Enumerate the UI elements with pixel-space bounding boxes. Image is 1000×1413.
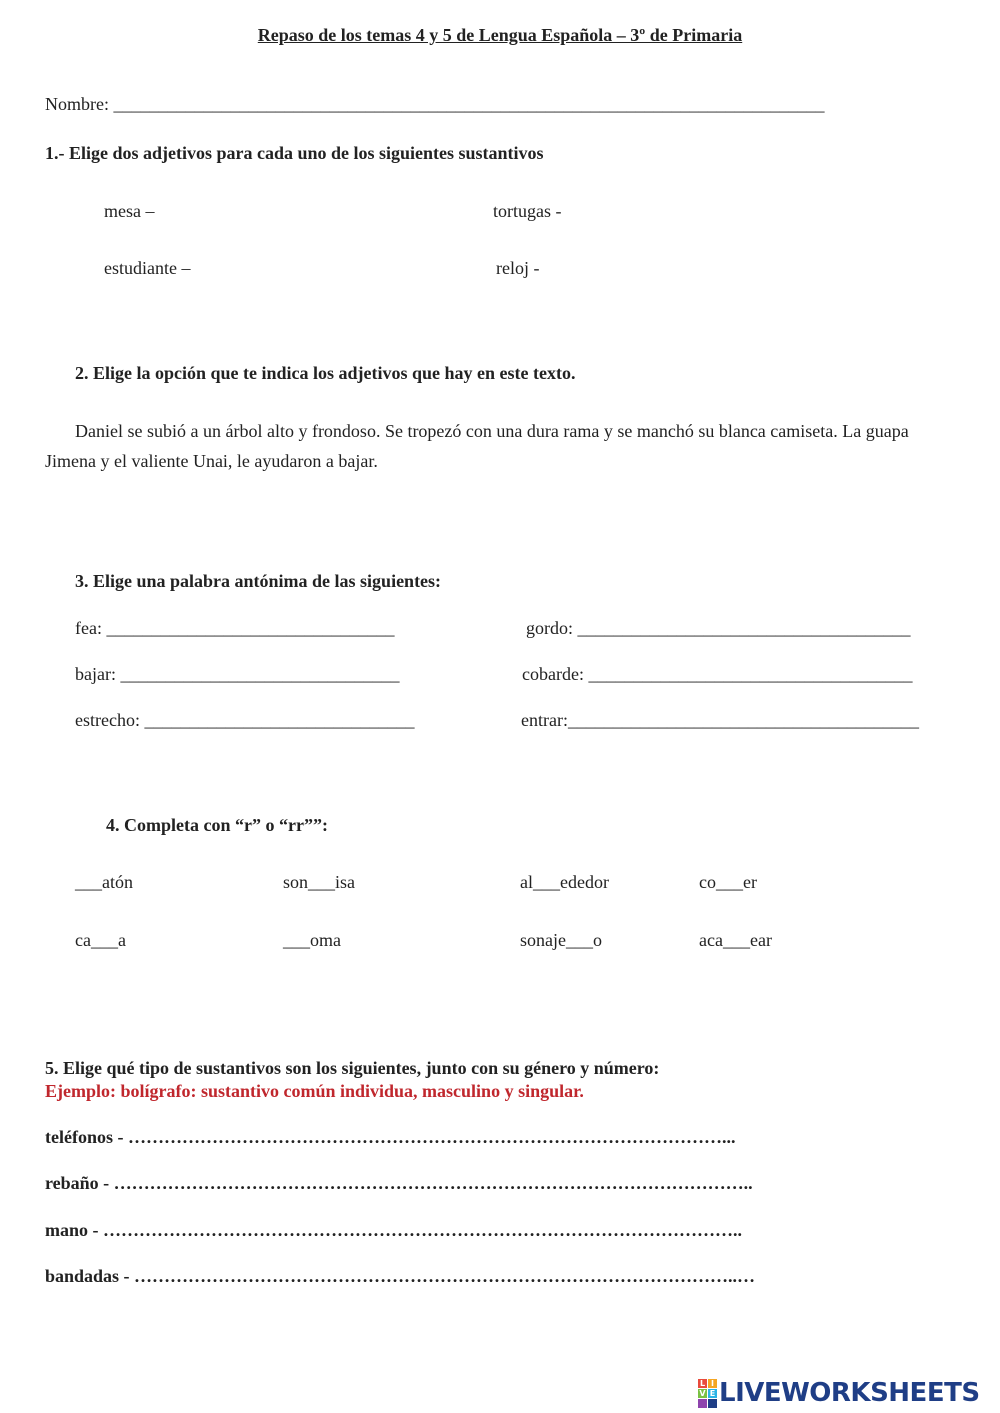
liveworksheets-mark-icon bbox=[698, 1379, 717, 1408]
q2-text: Daniel se subió a un árbol alto y frondoso. Se tropezó con una dura rama y se manchó su blanca camiseta. La guapa Jimena y el valiente Unai, le ayudaron a bajar. bbox=[45, 421, 909, 471]
q3-item-entrar[interactable]: entrar:_______________________________________ bbox=[521, 710, 919, 730]
q4-word[interactable]: co___er bbox=[699, 872, 757, 892]
q4-heading: 4. Completa con “r” o “rr””: bbox=[106, 815, 328, 835]
q4-word[interactable]: al___ededor bbox=[520, 872, 609, 892]
q4-word[interactable]: ca___a bbox=[75, 930, 126, 950]
q4-word[interactable]: ___atón bbox=[75, 872, 133, 892]
q5-line-rebano[interactable]: rebaño - …………………………………………………………………………………………….. bbox=[45, 1173, 753, 1193]
q5-example: Ejemplo: bolígrafo: sustantivo común individua, masculino y singular. bbox=[45, 1081, 584, 1101]
logo-mark-tile bbox=[708, 1399, 717, 1408]
q1-item-tortugas[interactable]: tortugas - bbox=[493, 201, 562, 221]
q4-word[interactable]: ___oma bbox=[283, 930, 341, 950]
logo-mark-tile: L bbox=[699, 1378, 706, 1388]
q5-heading: 5. Elige qué tipo de sustantivos son los siguientes, junto con su género y número: bbox=[45, 1058, 660, 1078]
q2-heading: 2. Elige la opción que te indica los adjetivos que hay en este texto. bbox=[75, 363, 576, 383]
q3-heading: 3. Elige una palabra antónima de las siguientes: bbox=[75, 571, 442, 591]
q4-word[interactable]: sonaje___o bbox=[520, 930, 602, 950]
q1-item-reloj[interactable]: reloj - bbox=[496, 258, 540, 278]
name-field[interactable]: Nombre: _______________________________________________________________________________ bbox=[45, 94, 825, 114]
logo-mark-tile: I bbox=[708, 1379, 717, 1388]
q5-line-bandadas[interactable]: bandadas - ………………………………………………………………………………………..… bbox=[45, 1266, 756, 1286]
q3-item-bajar[interactable]: bajar: _______________________________ bbox=[75, 664, 400, 684]
q5-line-mano[interactable]: mano - …………………………………………………………………………………………….. bbox=[45, 1220, 742, 1240]
logo-mark-tile bbox=[698, 1399, 707, 1408]
q1-heading: 1.- Elige dos adjetivos para cada uno de los siguientes sustantivos bbox=[45, 143, 544, 163]
liveworksheets-wordmark: LIVEWORKSHEETS bbox=[719, 1378, 980, 1408]
q1-item-mesa[interactable]: mesa – bbox=[104, 201, 155, 221]
q4-word[interactable]: son___isa bbox=[283, 872, 355, 892]
q1-item-estudiante[interactable]: estudiante – bbox=[104, 258, 191, 278]
page-title: Repaso de los temas 4 y 5 de Lengua Española – 3º de Primaria bbox=[257, 25, 743, 45]
q3-item-estrecho[interactable]: estrecho: ______________________________ bbox=[75, 710, 415, 730]
logo-mark-tile: E bbox=[709, 1388, 716, 1398]
logo-mark-tile: V bbox=[699, 1388, 706, 1398]
q3-item-gordo[interactable]: gordo: _____________________________________ bbox=[526, 618, 911, 638]
q3-item-fea[interactable]: fea: ________________________________ bbox=[75, 618, 395, 638]
q3-item-cobarde[interactable]: cobarde: ____________________________________ bbox=[522, 664, 913, 684]
q4-word[interactable]: aca___ear bbox=[699, 930, 772, 950]
liveworksheets-logo bbox=[698, 1378, 980, 1408]
q5-line-telefonos[interactable]: teléfonos - ………………………………………………………………………………………... bbox=[45, 1127, 736, 1147]
